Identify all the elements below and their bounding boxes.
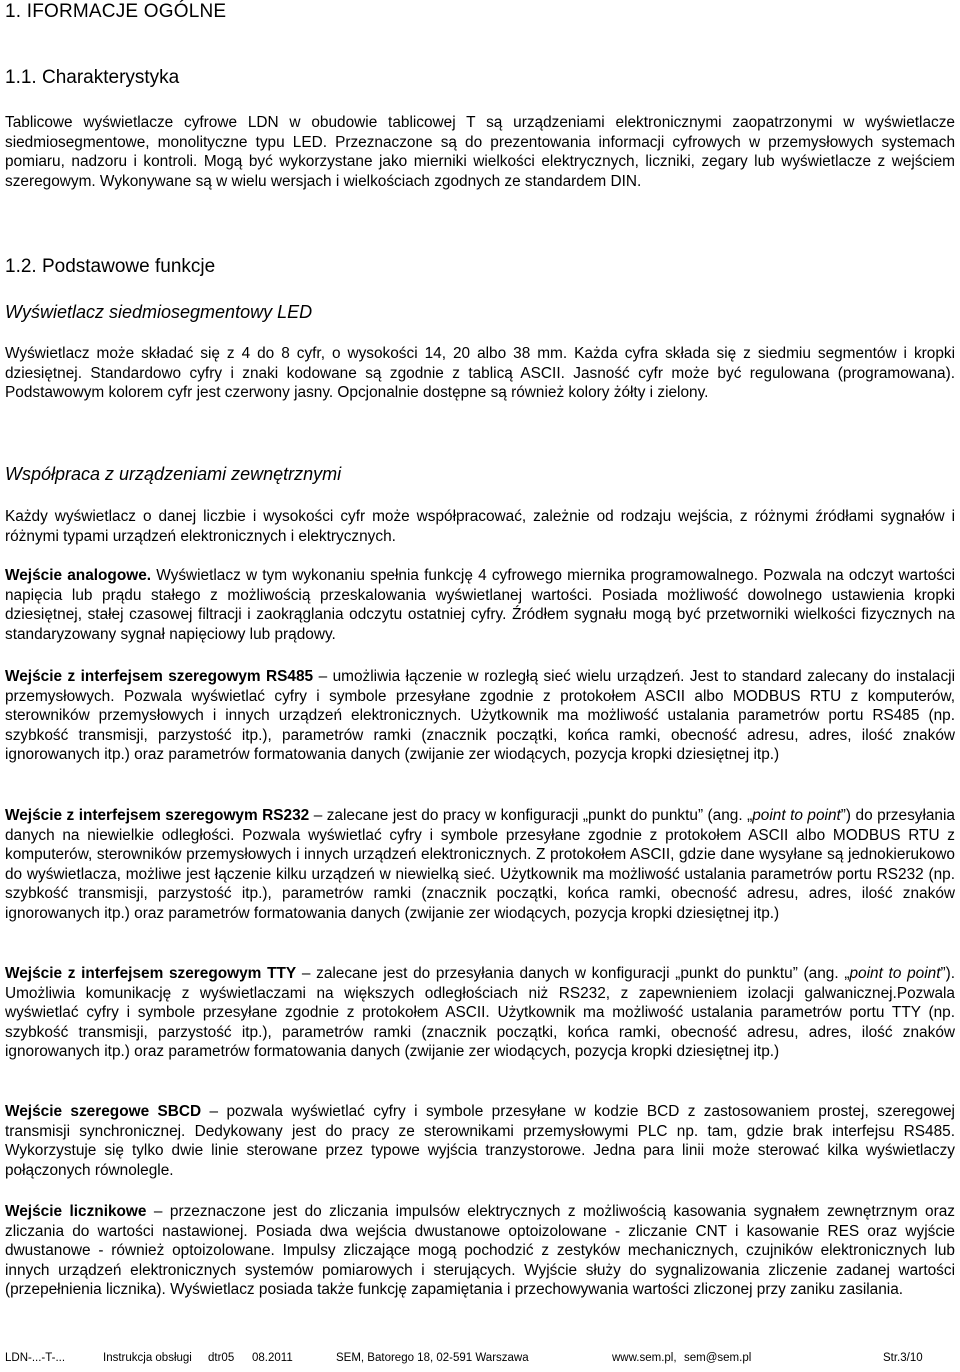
cooperation-paragraph: Każdy wyświetlacz o danej liczbie i wysokości cyfr może współpracować, zależnie od rodzaju wejścia, z różnymi źródłami sygnałów i różnymi typami urządzeń elektronicznych i elektrycznych. [5,508,955,545]
analog-input-text: Wyświetlacz w tym wykonaniu spełnia funkcję 4 cyfrowego miernika programowalnego. Pozwala na odczyt wartości napięcia lub prądu stałego z możliwością przeskalowania wyświetlanej wartości. Posiada możliwość dowolnego ustawienia kropki dziesiętnej, stałej czasowej filtracji i zaokrąglania odczytu ostatniej cyfry. Źródłem sygnału mogą być przetworniki wielkości fizycznych na standaryzowany sygnał napięciowy lub prądowy. [5,567,956,643]
tty-italic: point to point [849,965,941,982]
section-heading-1-1: 1.1. Charakterystyka [5,67,180,88]
sbcd-paragraph [5,1102,955,1180]
footer-model: LDN-...-T-... [5,1352,66,1364]
counter-title: Wejście licznikowe [5,1203,147,1220]
tty-text-a: – zalecane jest do przesyłania danych w konfiguracji „punkt do punktu” (ang. „ [296,965,850,982]
counter-text: – przeznaczone jest do zliczania impulsów elektrycznych z możliwością kasowania sygnałem zewnętrznym oraz zliczania do wartości nastawionej. Posiada dwa wejścia dwustanowe optoizolowane - zliczanie CNT i kasowanie RES oraz wyjście dwustanowe - również optoizolowane. Impulsy zliczające mogą pochodzić z zestyków mechanicznych, czujników elektronicznych lub innych urządzeń elektronicznych systemów pomiarowych i sterujących. Wyjście służy do sygnalizowania zliczenie zadanej wartości (przepełnienia licznika). Wyświetlacz posiada także funkcję zapamiętania i przechowywania wartości zliczonej przy zaniku zasilania. [5,1203,955,1299]
rs485-title: Wejście z interfejsem szeregowym RS485 [5,668,314,685]
footer-revision: dtr05 [208,1352,235,1364]
footer-doc-title: Instrukcja obsługi [103,1352,192,1364]
rs485-paragraph [5,667,955,765]
subheading-cooperation: Współpraca z urządzeniami zewnętrznymi [5,464,342,484]
rs232-title: Wejście z interfejsem szeregowym RS232 [5,807,310,824]
footer-website: www.sem.pl, [612,1352,677,1364]
rs232-text-b: ”) do przesyłania danych na niewielkie odległości. Pozwala wyświetlać cyfry i symbole przesyłane zgodnie z protokołem ASCII albo MODBUS RTU z komputerów, sterowników przemysłowych i innych urządzeń elektronicznych. Z protokołem ASCII, gdzie dane wysyłane są jednokierukowo do wyświetlacza, możliwe jest łączenie kilku urządzeń w niewielką sieć. Użytkownik ma możliwość ustalania parametrów portu RS232 (np. szybkość transmisji, parzystość itp.), parametrów ramki (znacznik początki, końca ramki, obecność adresu, adres, ilość znaków ignorowanych itp.) oraz parametrów formatowania danych (zwijanie zer wiodących, pozycja kropki dziesiętnej itp.) [5,807,955,922]
page-footer [0,1352,960,1370]
tty-title: Wejście z interfejsem szeregowym TTY [5,965,297,982]
rs232-text-a: – zalecane jest do pracy w konfiguracji „punkt do punktu” (ang. „ [309,807,753,824]
sbcd-text: – pozwala wyświetlać cyfry i symbole przesyłane w kodzie BCD z zastosowaniem prostej, szeregowej transmisji synchronicznej. Dedykowany jest do pracy ze sterownikami przemysłowymi PLC np. tam, gdzie brak interfejsu RS485. Wykorzystuje się tylko dwie linie sterowane przez typowe wyjścia tranzystorowe. Jedna para linii może sterować kilka wyświetlaczy połączonych równolegle. [5,1103,955,1179]
analog-input-paragraph [5,566,955,644]
led-paragraph: Wyświetlacz może składać się z 4 do 8 cyfr, o wysokości 14, 20 albo 38 mm. Każda cyfra składa się z siedmiu segmentów i kropki dziesiętnej. Standardowo cyfry i znaki kodowane są zgodnie z tablicą ASCII. Jasność cyfr może być regulowana (programowana). Podstawowym kolorem cyfr jest czerwony jasny. Opcjonalnie dostępne są również kolory żółty i zielony. [5,345,955,402]
sbcd-title: Wejście szeregowe SBCD [5,1103,202,1120]
analog-input-title: Wejście analogowe. [5,567,152,584]
footer-page-number: Str.3/10 [883,1352,923,1364]
rs485-text: – umożliwia łączenie w rozległą sieć wielu urządzeń. Jest to standard zalecany do instalacji przemysłowych. Pozwala wyświetlać cyfry i symbole przesyłane zgodnie z protokołem ASCII albo MODBUS RTU z komputerów, sterowników przemysłowych i innych urządzeń elektronicznych. Użytkownik ma możliwość ustalania parametrów portu RS485 (np. szybkość transmisji, parzystość itp.), parametrów ramki (znacznik początki, końca ramki, obecność adresu, adres, ilość znaków ignorowanych itp.) oraz parametrów formatowania danych (zwijanie zer wiodących, pozycja kropki dziesiętnej itp.) [5,668,955,764]
rs232-italic: point to point [752,807,841,824]
intro-paragraph: Tablicowe wyświetlacze cyfrowe LDN w obudowie tablicowej T są urządzeniami elektronicznymi zaopatrzonymi w wyświetlacze siedmiosegmentowe, monolityczne typu LED. Przeznaczone są do prezentowania informacji cyfrowych w przemysłowych systemach pomiaru, nadzoru i kontroli. Mogą być wykorzystane jako mierniki wielkości elektrycznych, liczniki, zegary lub wyświetlacze z wejściem szeregowym. Wykonywane są w wielu wersjach i wielkościach zgodnych ze standardem DIN. [5,114,955,190]
subheading-led: Wyświetlacz siedmiosegmentowy LED [5,302,313,322]
footer-email: sem@sem.pl [684,1352,752,1364]
section-heading-1-2: 1.2. Podstawowe funkcje [5,256,216,277]
counter-paragraph [5,1202,955,1300]
footer-date: 08.2011 [252,1352,293,1364]
section-heading-1: 1. IFORMACJE OGÓLNE [5,1,227,22]
tty-text-b: ”). Umożliwia komunikację z wyświetlaczami na większych odległościach niż RS232, z zapewnieniem izolacji galwanicznej.Pozwala wyświetlać cyfry i symbole przesyłane zgodnie z protokołem ASCII. Użytkownik ma możliwość ustalania parametrów portu TTY (np. szybkość transmisji, parzystość itp.), parametrów ramki (znacznik początki, końca ramki, obecność adresu, adres, ilość znaków ignorowanych itp.) oraz parametrów formatowania danych (zwijanie zer wiodących, pozycja kropki dziesiętnej itp.) [5,965,956,1061]
tty-paragraph [5,964,955,1062]
rs232-paragraph [5,806,955,924]
footer-company-address: SEM, Batorego 18, 02-591 Warszawa [336,1352,529,1364]
